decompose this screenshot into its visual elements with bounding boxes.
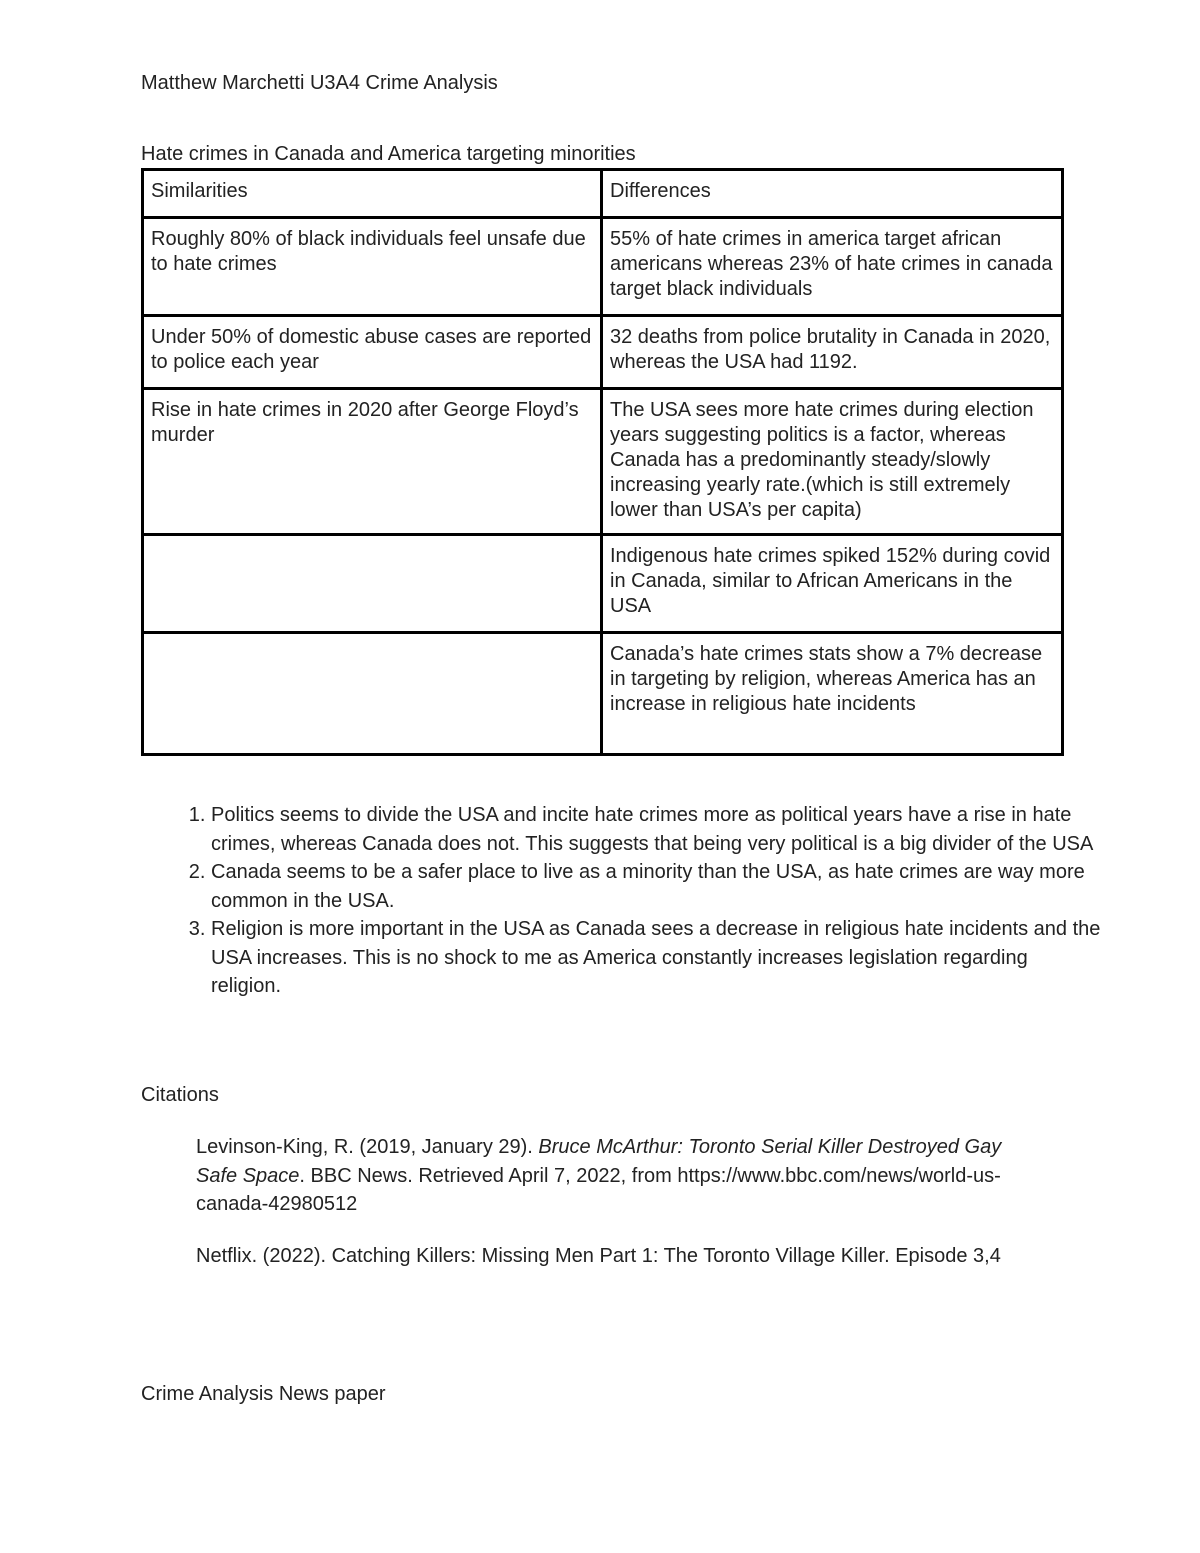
table-row (143, 389, 1063, 535)
similarity-cell (143, 535, 602, 633)
header-differences: Differences (602, 170, 1063, 218)
table-row (143, 535, 1063, 633)
document-header: Matthew Marchetti U3A4 Crime Analysis (141, 72, 498, 94)
table-header-row (143, 170, 1063, 218)
citation-entry (196, 1133, 1036, 1219)
citations-heading: Citations (141, 1084, 219, 1106)
table-row (143, 633, 1063, 755)
citation-entry: Netflix. (2022). Catching Killers: Missing Men Part 1: The Toronto Village Killer. Episode 3,4 (196, 1245, 1001, 1267)
list-item: 3. Religion is more important in the USA as Canada sees a decrease in religious hate incidents and the USA increases. This is no shock to me as America constantly increases legislation regarding religion. (211, 915, 1101, 1001)
similarity-cell: Under 50% of domestic abuse cases are reported to police each year (143, 316, 602, 389)
list-item: 2. Canada seems to be a safer place to live as a minority than the USA, as hate crimes are way more common in the USA. (211, 858, 1101, 915)
difference-cell: 55% of hate crimes in america target african americans whereas 23% of hate crimes in canada target black individuals (602, 218, 1063, 316)
table-caption: Hate crimes in Canada and America targeting minorities (141, 143, 636, 165)
header-similarities: Similarities (143, 170, 602, 218)
citation-title: Bruce McArthur: Toronto Serial Killer Destroyed Gay Safe Space (196, 1136, 1002, 1187)
difference-cell: The USA sees more hate crimes during election years suggesting politics is a factor, whereas Canada has a predominantly steady/slowly increasing yearly rate.(which is still extremely lower than USA’s per capita) (602, 389, 1063, 535)
list-item: 1. Politics seems to divide the USA and incite hate crimes more as political years have a rise in hate crimes, whereas Canada does not. This suggests that being very political is a big divider of the USA (211, 801, 1101, 858)
similarity-cell (143, 633, 602, 755)
table-row (143, 218, 1063, 316)
table-row (143, 316, 1063, 389)
findings-list (168, 801, 1101, 1001)
similarity-cell: Roughly 80% of black individuals feel unsafe due to hate crimes (143, 218, 602, 316)
similarity-cell: Rise in hate crimes in 2020 after George Floyd’s murder (143, 389, 602, 535)
document-footer-line: Crime Analysis News paper (141, 1383, 386, 1405)
citation-source: . BBC News. Retrieved April 7, 2022, from https://www.bbc.com/news/world-us-canada-42980512 (196, 1164, 1001, 1215)
citation-author-date: Levinson-King, R. (2019, January 29). (196, 1136, 539, 1158)
difference-cell: Canada’s hate crimes stats show a 7% decrease in targeting by religion, whereas America has an increase in religious hate incidents (602, 633, 1063, 755)
difference-cell: 32 deaths from police brutality in Canada in 2020, whereas the USA had 1192. (602, 316, 1063, 389)
difference-cell: Indigenous hate crimes spiked 152% during covid in Canada, similar to African Americans in the USA (602, 535, 1063, 633)
comparison-table (141, 168, 1064, 756)
